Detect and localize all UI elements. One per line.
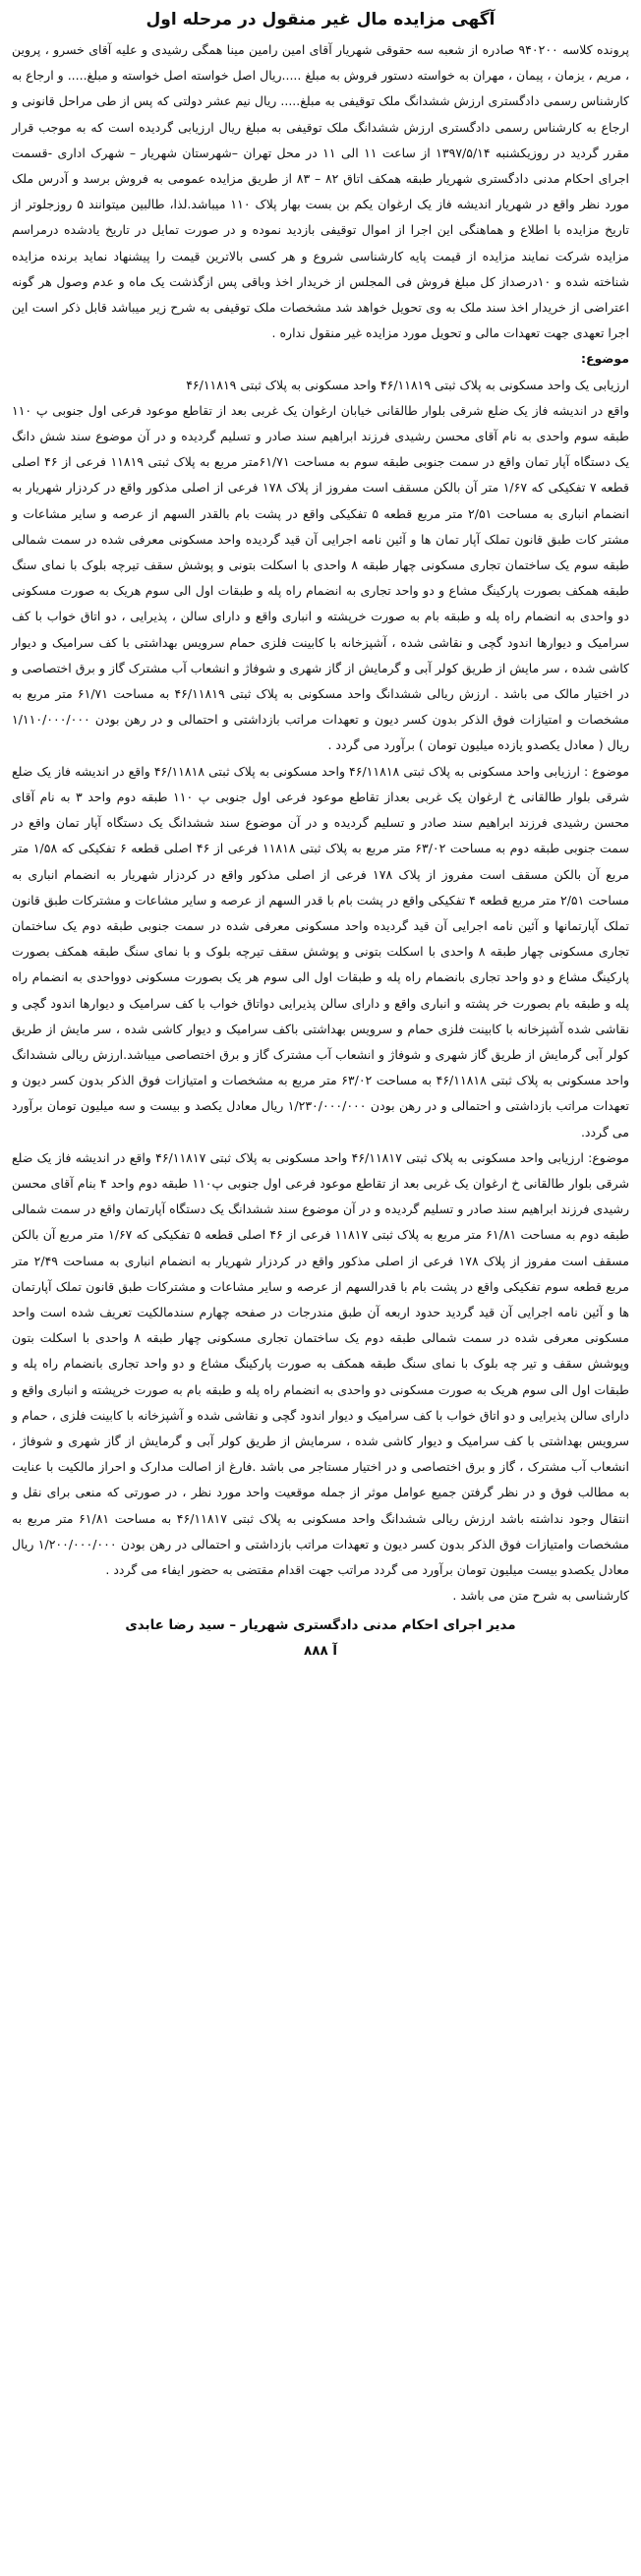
section-1-body: واقع در اندیشه فاز یک ضلع شرقی بلوار طالقانی خیابان ارغوان یک غربی بعد از تقاطع موعود فرعی اول جنوبی پ ۱۱۰ طبقه سوم واحدی به نام آقای محسن رشیدی فرزند ابراهیم سند صادر و تسلیم گردیده و در آن موضوع سند شش دانگ یک دستگاه آپار تمان واقع در سمت جنوبی طبقه سوم به مساحت ۶۱/۷۱متر مربع به پلاک ثبتی ۱۱۸۱۹ فرعی از ۴۶ اصلی قطعه ۷ تفکیکی که ۱/۶۷ متر آن بالکن مسقف است مفروز از پلاک ۱۷۸ فرعی از اصلی مذکور واقع در کردزار شهریار به انضمام انباری به مساحت ۲/۵۱ متر مربع قطعه ۵ تفکیکی واقع در پشت بام بالقدر السهم از عرصه و سایر مشاعات و مشتر کات طبق قانون تملک آپار تمان ها و آئین نامه اجرایی آن قید گردیده واحد مسکونی معرفی شده در سمت شمالی طبقه سوم یک ساختمان تجاری مسکونی چهار طبقه ۸ واحدی با اسکلت بتونی و پوشش سقف تیرچه بلوک با نمای سنگ طبقه همکف بصورت پارکینگ مشاع و دو واحد تجاری به انضمام راه پله و طبقات اول الی سوم هریک به صورت مسکونی دو واحدی به انضمام راه پله و طبقه بام به صورت خرپشته و انباری واقع و دارای سالن ، پذیرایی ، دو اتاق خواب با کف سرامیک و دیوارها اندود گچی و نقاشی شده ، آشپزخانه با کابینت فلزی حمام سرویس بهداشتی با کف سرامیک و دیوار کاشی شده ، سر مایش از طریق کولر آبی و گرمایش از گاز شهری و شوفاژ و انشعاب آب مشترک گاز و برق اختصاصی و در اختیار مالک می باشد . ارزش ریالی ششدانگ واحد مسکونی به پلاک ثبتی ۴۶/۱۱۸۱۹ به مساحت ۶۱/۷۱ متر مربع به مشخصات و امتیازات فوق الذکر بدون کسر دیون و تعهدات مراتب بازداشتی و احتمالی و در رهن بودن ۱/۱۱۰/۰۰۰/۰۰۰ ریال ( معادل یکصدو یازده میلیون تومان ) برآورد می گردد . <box>12 402 630 753</box>
section-3-body: موضوع: ارزیابی واحد مسکونی به پلاک ثبتی ۴۶/۱۱۸۱۷ واحد مسکونی به پلاک ثبتی ۴۶/۱۱۸۱۷ واقع در اندیشه فاز یک ضلع شرقی بلوار طالقانی خ ارغوان یک غربی بعد از تقاطع موعود فرعی اول جنوبی پ۱۱۰ طبقه دوم واحد ۴ بنام آقای محسن رشیدی فرزند ابراهیم سند صادر و تسلیم گردیده و در آن موضوع سند ششدانگ یک دستگاه آپارتمان واقع در سمت شمالی طبقه دوم به مساحت ۶۱/۸۱ متر مربع به پلاک ثبتی ۱۱۸۱۷ فرعی از ۴۶ اصلی قطعه ۵ تفکیکی که ۱/۶۷ متر مربع آن بالکن مسقف است مفروز از پلاک ۱۷۸ فرعی از اصلی مذکور واقع در کردزار شهریار به انضمام انباری به مساحت ۲/۴۹ متر مربع قطعه سوم تفکیکی واقع در پشت بام با قدرالسهم از عرصه و سایر مشاعات و مشترکات طبق قانون تملک آپارتمان ها و آئین نامه اجرایی آن قید گردید حدود اربعه آن طبق مندرجات در صفحه چهارم سندمالکیت تعریف شده است واحد مسکونی معرفی شده در سمت شمالی طبقه دوم یک ساختمان تجاری مسکونی چهار طبقه ۸ واحدی با اسکلت بتون وپوشش سقف و تیر چه بلوک با نمای سنگ طبقه همکف به صورت پارکینگ مشاع و دو واحد تجاری بانضمام راه پله و طبقات اول الی سوم هریک به صورت مسکونی دو واحدی به انضمام راه پله و طبقه بام به صورت خرپشته و انباری واقع و دارای سالن پذیرایی و دو اتاق خواب با کف سرامیک و دیوار اندود گچی و نقاشی شده و آشپزخانه با کابینت فلزی ، حمام و سرویس بهداشتی با کف سرامیک و دیوار کاشی شده ، سرمایش از طریق کولر آبی و گرمایش از گاز شهری و شوفاژ ، انشعاب آب مشترک ، گاز و برق اختصاصی و در اختیار مستاجر می باشد .فارغ از اصالت مدارک و احراز مالکیت با عنایت به مطالب فوق و در نظر گرفتن جمیع عوامل موثر از جمله موقعیت واحد مورد نظر ، در صورتی که منعی برای نقل و انتقال وجود نداشته باشد ارزش ریالی ششدانگ واحد مسکونی به پلاک ثبتی ۴۶/۱۱۸۱۷ به مساحت ۶۱/۸۱ متر مربع به مشخصات وامتیازات فوق الذکر بدون کسر دیون و تعهدات مراتب بازداشتی و احتمالی در رهن بودن ۱/۲۰۰/۰۰۰/۰۰۰ ریال معادل یکصدو بیست میلیون تومان برآورد می گردد مراتب جهت اقدام مقتضی به حضور ایفاء می گردد . <box>12 1149 630 1577</box>
notice-title: آگهی مزایده مال غیر منقول در مرحله اول <box>146 10 495 29</box>
notice-intro-paragraph: پرونده کلاسه ۹۴۰۲۰۰ صادره از شعبه سه حقوقی شهریار آقای امین رامین مینا همگی رشیدی و علیه آقای خسرو ، پروین ، مریم ، یزمان ، پیمان ، مهران به خواسته دستور فروش به مبلغ .....ریال اصل خواسته اصل خواسته و مبلغ..... و ارجاع به کارشناس رسمی دادگستری ارزش ششدانگ ملک توقیفی به مبلغ..... ریال نیم عشر دولتی که پس از طی مراحل قانونی و ارجاع به کارشناس رسمی دادگستری ارزش ششدانگ ملک توقیفی به مبلغ ریال ارزیابی گردیده است که به موجب قرار مقرر گردید در روزیکشنبه ۱۳۹۷/۵/۱۴ از ساعت ۱۱ الی ۱۱ در محل تهران –شهرستان شهریار – شهرک اداری -قسمت اجرای احکام مدنی دادگستری شهریار طبقه همکف اتاق ۸۲ – ۸۳ از طریق مزایده عمومی به فروش برسد و آدرس ملک مورد نظر واقع در شهریار اندیشه فاز یک ارغوان یکم بن بست بهار پلاک ۱۱۰ میباشد.لذا، طالبین میتوانند ۵ روزجلوتر از تاریخ مزایده با اطلاع و هماهنگی این اجرا از اموال توقیفی بازدید نموده و در صورت تمایل در تاریخ یادشده درمراسم مزایده شرکت نمایند مزایده از قیمت پایه کارشناسی شروع و هر کسی بالاترین قیمت را پیشنهاد نماید برنده مزایده شناخته شده و ۱۰درصداز کل مبلغ فروش فی المجلس از خریدار اخذ وباقی پس ازگذشت یک ماه و عدم وصول هر گونه اعتراضی از خریدار اخذ سند ملک به وی تحویل خواهد شد مشخصات ملک توقیفی به شرح زیر میباشد قابل ذکر است این اجرا تعهدی جهت تعهدات مالی و تحویل مورد مزایده غیر منقول نداره . <box>12 42 630 341</box>
section-1-heading: ارزیابی یک واحد مسکونی به پلاک ثبتی ۴۶/۱۱۸۱۹ واحد مسکونی به پلاک ثبتی ۴۶/۱۱۸۱۹ <box>186 377 629 392</box>
closing-line: کارشناسی به شرح متن می باشد . <box>452 1588 629 1604</box>
subject-label: موضوع: <box>580 351 629 367</box>
signature-line: مدیر اجرای احکام مدنی دادگستری شهریار – سید رضا عابدی <box>125 1617 516 1634</box>
notice-code: آ ۸۸۸ <box>303 1643 338 1660</box>
section-2-body: موضوع : ارزیابی واحد مسکونی به پلاک ثبتی ۴۶/۱۱۸۱۸ واحد مسکونی به پلاک ثبتی ۴۶/۱۱۸۱۸ واقع در اندیشه فاز یک ضلع شرقی بلوار طالقانی خ ارغوان یک غربی بعداز تقاطع موعود فرعی اول جنوبی پ ۱۱۰ طبقه دوم واحد ۳ به نام آقای محسن رشیدی فرزند ابراهیم سند صادر و تسلیم گردیده و در آن موضوع سند ششدانگ یک دستگاه آپار تمان واقع در سمت جنوبی طبقه دوم به مساحت ۶۳/۰۲ متر مربع به پلاک ثبتی ۱۱۸۱۸ فرعی از ۴۶ اصلی قطعه ۶ تفکیکی که ۱/۵۸ متر مربع آن بالکن مسقف است مفروز از پلاک ۱۷۸ فرعی از اصلی مذکور واقع در کردزار شهریار به انضمام انباری به مساحت ۲/۵۱ متر مربع قطعه ۴ تفکیکی واقع در پشت بام با قدر السهم از عرصه و سایر مشاعات و مشترکات طبق قانون تملک آپارتمانها و آئین نامه اجرایی آن قید گردیده واحد مسکونی معرفی شده در سمت جنوبی طبقه دوم یک ساختمان تجاری مسکونی چهار طبقه ۸ واحدی با اسکلت بتونی و پوشش سقف تیرچه بلوک و با نمای سنگ طبقه همکف بصورت پارکینگ مشاع و دو واحد تجاری بانضمام راه پله و طبقات اول الی سوم هر یک بصورت مسکونی دوواحدی به انضمام راه پله و طبقه بام بصورت خر پشته و انباری واقع و دارای سالن پذیرایی دواتاق خواب با کف سرامیک و دیوارها اندود گچی و نقاشی شده آشپزخانه با کابینت فلزی حمام و سرویس بهداشتی باکف سرامیک و دیوار کاشی شده ، سر مایش از طریق کولر آبی گرمایش از طریق گاز شهری و شوفاژ و انشعاب آب مشترک گاز و برق اختصاصی میباشد.ارزش ریالی ششدانگ واحد مسکونی به پلاک ثبتی ۴۶/۱۱۸۱۸ به مساحت ۶۳/۰۲ متر مربع به مشخصات و امتیازات فوق الذکر بدون کسر دیون و تعهدات مراتب بازداشتی و احتمالی و در رهن بودن ۱/۲۳۰/۰۰۰/۰۰۰ ریال معادل یکصد و بیست و سه میلیون تومان برآورد می گردد. <box>12 763 630 1140</box>
